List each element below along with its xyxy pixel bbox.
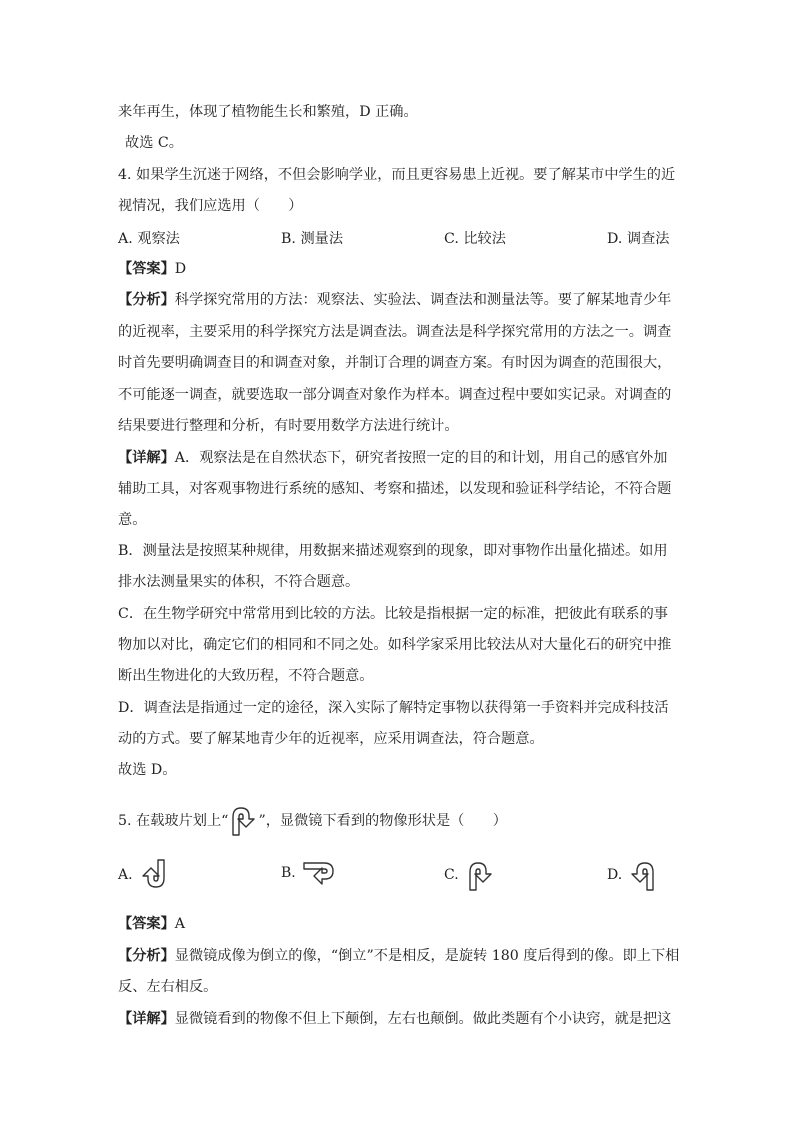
q4-option-a: A. 观察法: [118, 231, 180, 247]
q4-analysis-line-4: 不可能逐一调查，就要选取一部分调查对象作为样本。调查过程中要如实记录。对调查的: [118, 387, 672, 403]
hook-arrow-icon: [228, 805, 258, 837]
q4-answer-label: 【答案】: [118, 261, 175, 277]
q4-analysis-line-3: 时首先要明确调查目的和调查对象，并制订合理的调查方案。有时因为调查的范围很大，: [118, 355, 672, 371]
q5-detail-line-1: 【详解】显微镜看到的物像不但上下颠倒，左右也颠倒。做此类题有个小诀窍，就是把这: [118, 1011, 672, 1027]
q4-option-d: D. 调查法: [607, 231, 670, 247]
q4-option-c: C. 比较法: [444, 231, 506, 247]
q5-analysis-label: 【分析】: [118, 948, 175, 964]
q4-detail-line-8: 断出生物进化的大致历程，不符合题意。: [118, 668, 374, 684]
q5-option-c: C.: [444, 858, 495, 892]
option-d-figure-icon: [628, 858, 658, 892]
q5-stem: 5. 在载玻片划上“ ”，显微镜下看到的物像形状是（ ）: [118, 805, 507, 837]
q4-detail-label: 【详解】: [118, 450, 175, 466]
prev-explanation-line: 来年再生，体现了植物能生长和繁殖，D 正确。: [118, 104, 418, 120]
q5-analysis-line-1: 【分析】显微镜成像为倒立的像，“倒立”不是相反，是旋转 180 度后得到的像。即上下相: [118, 948, 680, 964]
q4-detail-line-6: C．在生物学研究中常常用到比较的方法。比较是指根据一定的标准，把彼此有联系的事: [118, 606, 668, 622]
q5-option-a: A.: [118, 858, 169, 892]
q4-detail-line-1: 【详解】A．观察法是在自然状态下，研究者按照一定的目的和计划，用自己的感官外加: [118, 450, 668, 466]
q4-analysis-label: 【分析】: [118, 292, 175, 308]
q5-detail-label: 【详解】: [118, 1011, 175, 1027]
q5-option-d: D.: [607, 858, 658, 892]
q4-detail-line-9: D．调查法是指通过一定的途径，深入实际了解特定事物以获得第一手资料并完成科技活: [118, 700, 669, 716]
q4-analysis-line-5: 结果要进行整理和分析，有时要用数学方法进行统计。: [118, 418, 459, 434]
q5-answer-label: 【答案】: [118, 916, 175, 932]
q4-options: [118, 228, 678, 248]
q4-analysis-line-1: 【分析】科学探究常用的方法：观察法、实验法、调查法和测量法等。要了解某地青少年: [118, 292, 672, 308]
q4-detail-line-5: 排水法测量果实的体积，不符合题意。: [118, 574, 360, 590]
q5-option-b: B.: [281, 858, 340, 888]
option-b-figure-icon: [302, 858, 340, 888]
q4-detail-line-10: 动的方式。要了解某地青少年的近视率，应采用调查法，符合题意。: [118, 731, 544, 747]
prev-choose: 故选 C。: [125, 135, 183, 151]
q4-option-b: B. 测量法: [281, 231, 344, 247]
q4-stem-line-2: 视情况，我们应选用（ ）: [118, 198, 303, 214]
q4-detail-line-4: B．测量法是按照某种规律，用数据来描述观察到的现象，即对事物作出量化描述。如用: [118, 543, 668, 559]
q4-stem-line-1: 4. 如果学生沉迷于网络，不但会影响学业，而且更容易患上近视。要了解某市中学生的近: [118, 167, 676, 183]
option-a-figure-icon: [139, 858, 169, 892]
q4-answer: [118, 259, 186, 279]
q5-answer-value: A: [174, 916, 186, 932]
q4-answer-value: D: [174, 261, 187, 277]
q4-detail-line-7: 物加以对比，确定它们的相同和不同之处。如科学家采用比较法从对大量化石的研究中推: [118, 637, 672, 653]
q4-detail-line-2: 辅助工具，对客观事物进行系统的感知、考察和描述，以发现和验证科学结论，不符合题: [118, 481, 672, 497]
q4-choose: 故选 D。: [118, 762, 177, 778]
q5-analysis-line-2: 反、左右相反。: [118, 979, 218, 995]
option-c-figure-icon: [465, 858, 495, 892]
q4-analysis-line-2: 的近视率，主要采用的科学探究方法是调查法。调查法是科学探究常用的方法之一。调查: [118, 324, 672, 340]
q4-detail-line-3: 意。: [118, 512, 147, 528]
q5-answer: [118, 914, 185, 934]
